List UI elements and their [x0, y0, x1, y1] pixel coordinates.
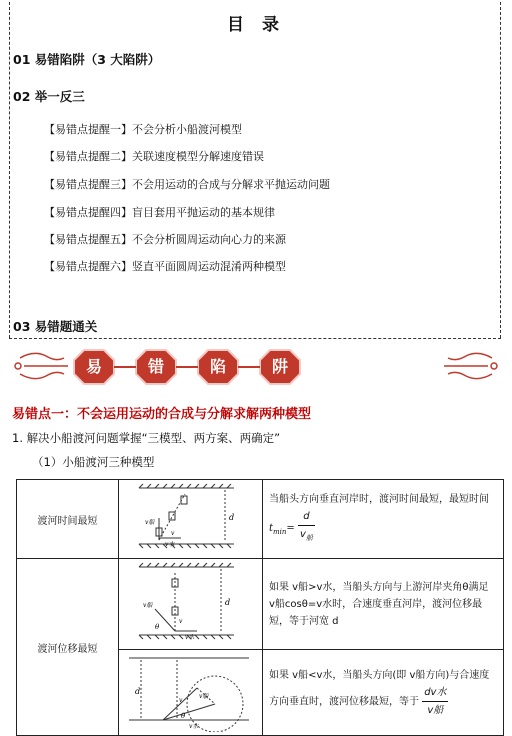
label-v-water: v水 [185, 634, 195, 641]
toc-item-text: 竖直平面圆周运动混淆两种模型 [132, 260, 286, 273]
toc-item-tag: 【易错点提醒二】 [44, 150, 132, 163]
dashed-border-bottom [9, 338, 501, 339]
formula-fraction: $\frac{d}{v_船}$ [298, 508, 315, 547]
label-v-ship: v船 [143, 602, 153, 609]
toc-item-tag: 【易错点提醒五】 [44, 233, 132, 246]
table-row [17, 480, 504, 559]
label-v-water: v水 [189, 723, 199, 730]
toc-section-02[interactable]: 02 举一反三 [13, 89, 85, 104]
label-theta: θ [181, 712, 186, 720]
banner-octagon-1 [74, 350, 114, 384]
dashed-border-left [9, 2, 10, 338]
diagram-cell [119, 559, 263, 650]
item-2-text: （1）小船渡河三种模型 [32, 455, 155, 469]
label-d: d [229, 513, 235, 522]
label-v-water: v水 [165, 541, 175, 548]
label-v: v [179, 618, 183, 625]
toc-title: 目 录 [227, 15, 285, 35]
row-description [263, 650, 504, 736]
toc-item-text: 不会分析圆周运动向心力的来源 [132, 233, 286, 246]
label-theta: θ [155, 623, 160, 631]
banner-swirl-right-icon [444, 353, 497, 378]
banner-octagon-3 [198, 350, 238, 384]
formula-tmin: $t_{min}=$ [269, 522, 295, 536]
section-banner [0, 344, 512, 388]
diagram-shortest-time [119, 480, 260, 555]
label-v-ship: v船 [199, 693, 209, 700]
banner-char-2: 错 [147, 357, 165, 376]
toc-section-01[interactable]: 01 易错陷阱（3 大陷阱） [13, 52, 161, 67]
item-1-text: 1. 解决小船渡河问题掌握“三模型、两方案、两确定” [12, 431, 281, 445]
label-d: d [135, 687, 141, 696]
toc-item-text: 不会分析小船渡河模型 [132, 123, 242, 136]
diagram-shortest-displacement-a [119, 559, 260, 646]
toc-section-03[interactable]: 03 易错题通关 [13, 319, 98, 334]
diagram-cell [119, 480, 263, 559]
banner-octagon-2 [136, 350, 176, 384]
toc-item-4[interactable] [44, 204, 275, 220]
row-description: 如果 v船>v水，当船头方向与上游河岸夹角θ满足 v船cosθ=v水时，合速度垂直河岸，渡河位移最短，等于河宽 d [263, 559, 504, 650]
diagram-shortest-displacement-b [119, 650, 260, 732]
toc-item-tag: 【易错点提醒一】 [44, 123, 132, 136]
row-label: 渡河位移最短 [17, 559, 119, 736]
toc-item-5[interactable] [44, 231, 286, 247]
label-d: d [225, 598, 231, 607]
toc-item-text: 不会用运动的合成与分解求平抛运动问题 [132, 178, 330, 191]
label-v-ship: v船 [145, 519, 155, 526]
banner-char-3: 陷 [209, 357, 227, 376]
toc-item-tag: 【易错点提醒六】 [44, 260, 132, 273]
row-text: 如果 v船<v水，当船头方向(即 v船方向)与合速度方向垂直时，渡河位移最短，等于 [269, 669, 490, 707]
dashed-border-right [500, 2, 501, 338]
label-v: v [179, 697, 183, 704]
toc-item-6[interactable] [44, 258, 286, 274]
label-v: v [171, 530, 175, 537]
toc-item-1[interactable] [44, 121, 242, 137]
banner-char-4: 阱 [271, 357, 289, 376]
banner-swirl-left-icon [15, 353, 68, 378]
toc-item-3[interactable] [44, 176, 330, 192]
banner-char-1: 易 [85, 357, 103, 376]
row-label: 渡河时间最短 [17, 480, 119, 559]
toc-item-tag: 【易错点提醒三】 [44, 178, 132, 191]
row-text: 当船头方向垂直河岸时，渡河时间最短，最短时间 [269, 494, 489, 505]
toc-item-text: 关联速度模型分解速度错误 [132, 150, 264, 163]
toc-item-2[interactable] [44, 148, 264, 164]
table-row [17, 559, 504, 650]
error-point-title: 易错点一：不会运用运动的合成与分解求解两种模型 [12, 407, 312, 422]
toc-item-text: 盲目套用平抛运动的基本规律 [132, 206, 275, 219]
formula-fraction: $\frac{\text{dv水}}{\text{v船}}$ [422, 684, 448, 719]
boat-crossing-table [16, 479, 504, 736]
row-description [263, 480, 504, 559]
toc-item-tag: 【易错点提醒四】 [44, 206, 132, 219]
diagram-cell [119, 650, 263, 736]
banner-octagon-4 [260, 350, 300, 384]
